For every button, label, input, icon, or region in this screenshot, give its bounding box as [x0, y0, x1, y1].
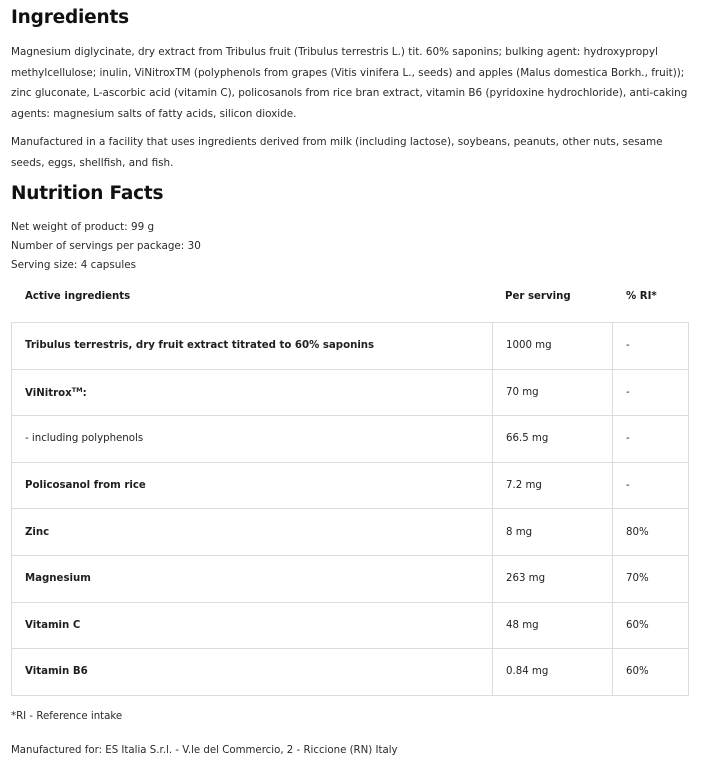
row-name: Vitamin C — [12, 602, 493, 649]
manufacturer-info: Manufactured for: ES Italia S.r.l. - V.le del Commercio, 2 - Riccione (RN) Italy — [11, 745, 398, 756]
row-name: Policosanol from rice — [12, 462, 493, 509]
row-per-serving: 8 mg — [493, 509, 613, 556]
table-row — [12, 649, 689, 696]
servings-per-package: Number of servings per package: 30 — [11, 240, 201, 252]
row-per-serving: 70 mg — [493, 369, 613, 416]
ingredients-heading: Ingredients — [11, 7, 129, 28]
row-name: Tribulus terrestris, dry fruit extract titrated to 60% saponins — [12, 323, 493, 370]
row-ri: 70% — [613, 555, 689, 602]
row-per-serving: 263 mg — [493, 555, 613, 602]
row-ri: 60% — [613, 602, 689, 649]
table-row — [12, 602, 689, 649]
row-per-serving: 1000 mg — [493, 323, 613, 370]
table-row — [12, 509, 689, 556]
ri-footnote: *RI - Reference intake — [11, 711, 123, 722]
column-header-per-serving: Per serving — [505, 291, 571, 302]
column-header-active-ingredients: Active ingredients — [25, 291, 131, 302]
table-row — [12, 555, 689, 602]
row-per-serving: 7.2 mg — [493, 462, 613, 509]
row-per-serving: 66.5 mg — [493, 416, 613, 463]
row-ri: - — [613, 323, 689, 370]
column-header-ri: % RI* — [626, 291, 657, 302]
row-per-serving: 0.84 mg — [493, 649, 613, 696]
ingredients-text: Magnesium diglycinate, dry extract from Tribulus fruit (Tribulus terrestris L.) tit. 60% saponins; bulking agent: hydroxypropyl methylcellulose; inulin, ViNitroxTM (polyphenols from grapes (Vitis vinifera L., seeds) and apples (Malus domestica Borkh., fruit)); zinc gluconate, L-ascorbic acid (vitamin C), policosanols from rice bran extract, vitamin B6 (pyridoxine hydrochloride), anti-caking agents: magnesium salts of fatty acids, silicon dioxide. — [11, 46, 688, 120]
nutrition-heading: Nutrition Facts — [11, 183, 164, 204]
row-ri: - — [613, 462, 689, 509]
nutrition-table — [11, 322, 689, 696]
row-ri: 80% — [613, 509, 689, 556]
table-row — [12, 369, 689, 416]
trademark-mark: TM — [71, 385, 83, 394]
row-name: Vitamin B6 — [12, 649, 493, 696]
serving-size: Serving size: 4 capsules — [11, 259, 137, 271]
table-row — [12, 462, 689, 509]
row-ri: - — [613, 416, 689, 463]
nutrition-table-header — [11, 287, 688, 309]
row-name: Zinc — [12, 509, 493, 556]
row-name-text: ViNitrox — [25, 387, 72, 399]
row-name — [12, 369, 493, 416]
row-name-suffix: : — [82, 387, 87, 399]
row-per-serving: 48 mg — [493, 602, 613, 649]
table-row — [12, 323, 689, 370]
allergens-text: Manufactured in a facility that uses ingredients derived from milk (including lactose), soybeans, peanuts, other nuts, sesame seeds, eggs, shellfish, and fish. — [11, 136, 663, 169]
net-weight: Net weight of product: 99 g — [11, 221, 155, 233]
row-name: Magnesium — [12, 555, 493, 602]
table-row — [12, 416, 689, 463]
row-ri: 60% — [613, 649, 689, 696]
row-ri: - — [613, 369, 689, 416]
row-name: - including polyphenols — [12, 416, 493, 463]
